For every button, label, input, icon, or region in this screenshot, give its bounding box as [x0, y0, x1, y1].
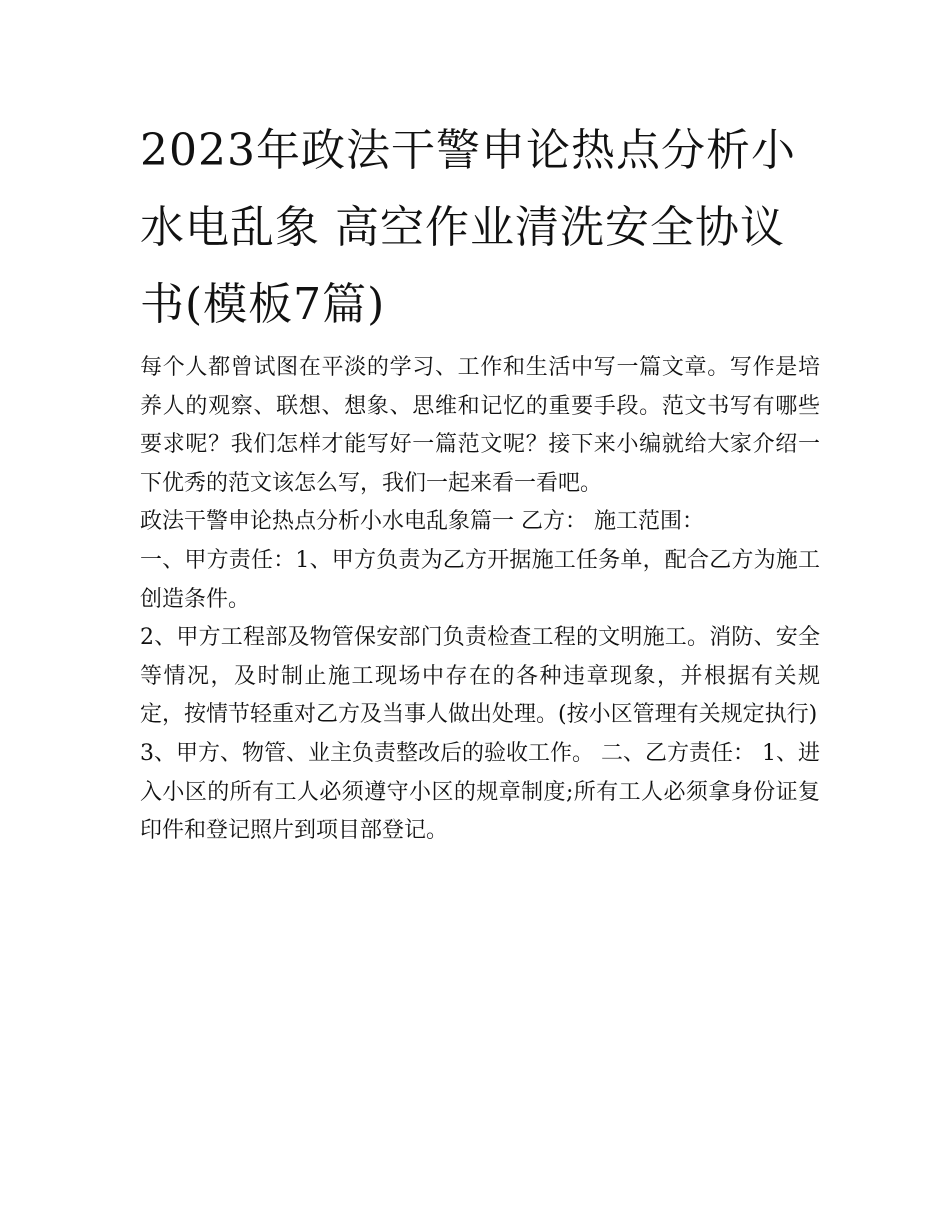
- document-title: 2023年政法干警申论热点分析小水电乱象 高空作业清洗安全协议书(模板7篇): [140, 125, 796, 330]
- paragraph-party-a-duty-3: 3、甲方、物管、业主负责整改后的验收工作。 二、乙方责任： 1、进入小区的所有工人必须遵守小区的规章制度;所有工人必须拿身份证复印件和登记照片到项目部登记。: [140, 740, 820, 844]
- paragraph-intro: 每个人都曾试图在平淡的学习、工作和生活中写一篇文章。写作是培养人的观察、联想、想象、思维和记忆的重要手段。范文书写有哪些要求呢？我们怎样才能写好一篇范文呢？接下来小编就给大家介绍一下优秀的范文该怎么写，我们一起来看一看吧。: [140, 355, 820, 496]
- document-page: [140, 112, 820, 851]
- paragraph-party-a-duty-2: 2、甲方工程部及物管保安部门负责检查工程的文明施工。消防、安全等情况，及时制止施工现场中存在的各种违章现象，并根据有关规定，按情节轻重对乙方及当事人做出处理。(按小区管理有关规定执行): [140, 625, 820, 728]
- paragraph-section-heading: 政法干警申论热点分析小水电乱象篇一 乙方： 施工范围：: [140, 509, 704, 535]
- paragraph-party-a-duty-1: 一、甲方责任：1、甲方负责为乙方开据施工任务单，配合乙方为施工 创造条件。: [140, 547, 820, 612]
